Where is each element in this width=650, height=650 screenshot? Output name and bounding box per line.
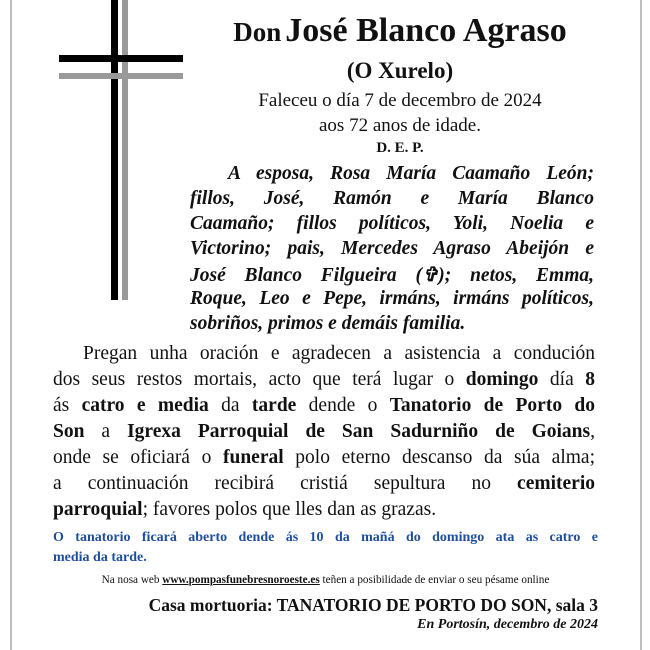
- age-line: aos 72 anos de idade.: [319, 115, 481, 136]
- announcement-line: Pregan unha oración e agradecen a asistencia a condución: [83, 343, 595, 364]
- announcement-line: a continuación recibirá cristiá sepultura no cemiterio: [53, 473, 595, 494]
- family-line: fillos, José, Ramón e María Blanco: [190, 188, 594, 209]
- place-date-line: En Portosín, decembro de 2024: [417, 617, 598, 632]
- deceased-name-title: [195, 12, 605, 50]
- website-link[interactable]: www.pompasfunebresnoroeste.es: [162, 574, 320, 586]
- family-line: Caamaño; fillos políticos, Yoli, Noelia e: [190, 213, 594, 234]
- family-line: sobriños, primos e demáis familia.: [190, 313, 466, 334]
- rip-line: D. E. P.: [376, 140, 424, 156]
- announcement-line: Son a Igrexa Parroquial de San Sadurniño de Goians,: [53, 421, 595, 442]
- funeral-home-line: Casa mortuoria: TANATORIO DE PORTO DO SON, sala 3: [148, 595, 598, 615]
- nickname: (O Xurelo): [346, 58, 454, 83]
- title-prefix: Don: [233, 17, 282, 47]
- death-date-line: Faleceu o día 7 de decembro de 2024: [258, 90, 542, 111]
- announcement-line: onde se oficiará o funeral polo eterno descanso da súa alma;: [53, 447, 595, 468]
- family-line: José Blanco Filgueira (✞); netos, Emma,: [190, 265, 594, 286]
- cross-icon: [56, 0, 186, 300]
- announcement-line: parroquial; favores polos que lles dan as grazas.: [53, 499, 437, 520]
- right-border: [640, 0, 642, 650]
- announcement-line: ás catro e media da tarde dende o Tanatorio de Porto do: [53, 395, 596, 416]
- left-border: [10, 0, 12, 650]
- family-line: Roque, Leo e Pepe, irmáns, irmáns políticos,: [190, 288, 594, 309]
- deceased-name: José Blanco Agraso: [285, 12, 567, 49]
- announcement-line: dos seus restos mortais, acto que terá lugar o domingo día 8: [53, 369, 595, 390]
- visiting-hours-notice: media da tarde.: [53, 550, 147, 565]
- family-line: A esposa, Rosa María Caamaño León;: [228, 163, 594, 184]
- visiting-hours-notice: O tanatorio ficará aberto dende ás 10 da mañá do domingo ata as catro e: [53, 530, 598, 545]
- family-line: Victorino; pais, Mercedes Agraso Abeijón e: [190, 238, 594, 259]
- web-condolence-line: Na nosa web www.pompasfunebresnoroeste.es teñen a posibilidade de enviar o seu pésame online: [101, 574, 550, 586]
